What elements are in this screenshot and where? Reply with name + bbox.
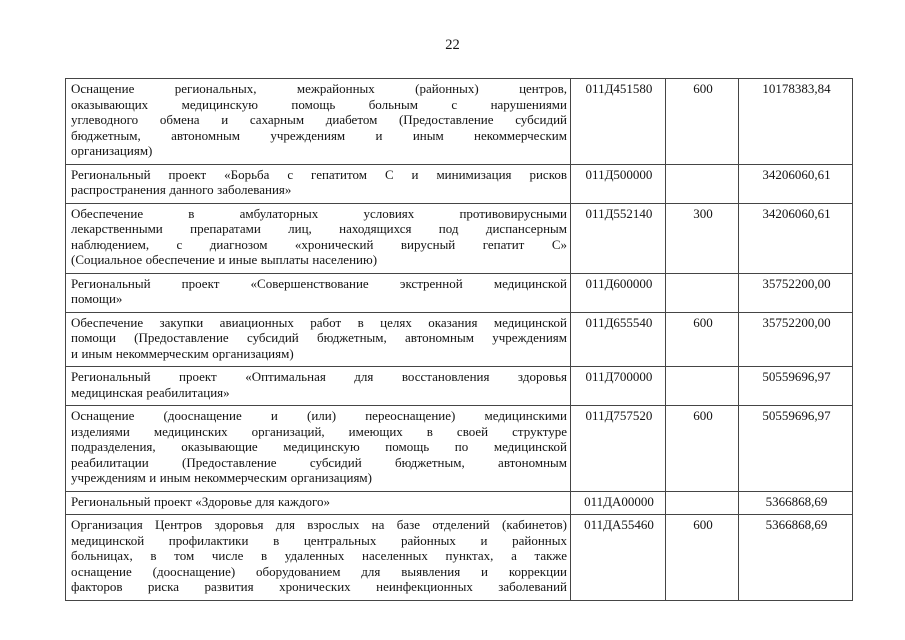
budget-code-cell: 011Д700000 xyxy=(571,367,666,406)
activity-text-line: помощи (Предоставление субсидий бюджетным, автономным учреждениям xyxy=(71,330,567,345)
activity-cell xyxy=(66,164,571,203)
activity-text-line: Региональный проект «Совершенствование экстренной медицинской xyxy=(71,275,567,291)
activity-text-line: учреждениям и иным некоммерческим организациям) xyxy=(71,470,372,485)
expense-type-cell: 600 xyxy=(666,406,739,492)
activity-cell xyxy=(66,312,571,367)
expense-type-cell xyxy=(666,367,739,406)
expense-type-cell: 300 xyxy=(666,203,739,273)
activity-text-line: организациям) xyxy=(71,143,153,158)
table-row xyxy=(66,164,853,203)
activity-text-line: Обеспечение в амбулаторных условиях противовирусными xyxy=(71,205,567,221)
table-row xyxy=(66,273,853,312)
activity-text-line: медицинской профилактики в центральных районных и районных xyxy=(71,532,567,548)
budget-code-cell: 011Д655540 xyxy=(571,312,666,367)
expense-type-cell xyxy=(666,164,739,203)
expense-type-cell xyxy=(666,273,739,312)
activity-cell xyxy=(66,273,571,312)
budget-code-cell: 011ДА55460 xyxy=(571,515,666,601)
expense-type-cell: 600 xyxy=(666,312,739,367)
activity-cell xyxy=(66,79,571,165)
activity-text-line: медицинская реабилитация» xyxy=(71,384,230,400)
activity-text-line: подразделения, оказывающие медицинскую помощь по медицинской xyxy=(71,439,567,454)
amount-cell: 50559696,97 xyxy=(739,367,853,406)
activity-text-line: лекарственными препаратами лиц, находящихся под диспансерным xyxy=(71,221,567,236)
table-row xyxy=(66,515,853,601)
budget-table xyxy=(65,78,853,601)
activity-text-line: бюджетным, автономным учреждениям и иным некоммерческим xyxy=(71,127,567,143)
budget-code-cell: 011Д451580 xyxy=(571,79,666,165)
table-row xyxy=(66,79,853,165)
activity-cell xyxy=(66,491,571,515)
activity-text-line: помощи» xyxy=(71,291,123,306)
activity-text-line: углеводного обмена и сахарным диабетом (Предоставление субсидий xyxy=(71,112,567,127)
expense-type-cell: 600 xyxy=(666,79,739,165)
activity-text-line: изделиями медицинских организаций, имеющих в своей структуре xyxy=(71,423,567,439)
activity-text-line: Региональный проект «Оптимальная для восстановления здоровья xyxy=(71,369,567,384)
budget-code-cell: 011ДА00000 xyxy=(571,491,666,515)
expense-type-cell: 600 xyxy=(666,515,739,601)
activity-cell xyxy=(66,406,571,492)
amount-cell: 35752200,00 xyxy=(739,312,853,367)
table-row xyxy=(66,367,853,406)
activity-cell xyxy=(66,515,571,601)
activity-text-line: Обеспечение закупки авиационных работ в целях оказания медицинской xyxy=(71,314,567,330)
amount-cell: 5366868,69 xyxy=(739,491,853,515)
amount-cell: 34206060,61 xyxy=(739,203,853,273)
activity-text-line: факторов риска развития хронических неинфекционных заболеваний xyxy=(71,579,567,594)
activity-text-line: Оснащение региональных, межрайонных (районных) центров, xyxy=(71,81,567,96)
budget-code-cell: 011Д757520 xyxy=(571,406,666,492)
activity-cell xyxy=(66,203,571,273)
activity-cell xyxy=(66,367,571,406)
table-row xyxy=(66,312,853,367)
budget-code-cell: 011Д552140 xyxy=(571,203,666,273)
activity-text-line: (Социальное обеспечение и иные выплаты населению) xyxy=(71,252,378,267)
page-number: 22 xyxy=(445,37,460,53)
amount-cell: 34206060,61 xyxy=(739,164,853,203)
activity-text-line: и иным некоммерческим организациям) xyxy=(71,345,294,361)
table-row xyxy=(66,491,853,515)
expense-type-cell xyxy=(666,491,739,515)
activity-text-line: распространения данного заболевания» xyxy=(71,182,292,197)
table-row xyxy=(66,406,853,492)
amount-cell: 50559696,97 xyxy=(739,406,853,492)
budget-table-body xyxy=(66,79,853,601)
budget-code-cell: 011Д600000 xyxy=(571,273,666,312)
activity-text-line: Организация Центров здоровья для взрослых на базе отделений (кабинетов) xyxy=(71,517,567,532)
table-row xyxy=(66,203,853,273)
activity-text-line: оснащение (дооснащение) оборудованием для выявления и коррекции xyxy=(71,563,567,579)
amount-cell: 35752200,00 xyxy=(739,273,853,312)
amount-cell: 10178383,84 xyxy=(739,79,853,165)
activity-text-line: оказывающих медицинскую помощь больным с нарушениями xyxy=(71,96,567,112)
activity-text-line: реабилитации (Предоставление субсидий бюджетным, автономным xyxy=(71,454,567,470)
activity-text-line: Оснащение (дооснащение и (или) переоснащение) медицинскими xyxy=(71,408,567,423)
activity-text-line: наблюдением, с диагнозом «хронический вирусный гепатит С» xyxy=(71,236,567,252)
activity-text-line: Региональный проект «Борьба с гепатитом С и минимизация рисков xyxy=(71,166,567,182)
activity-text-line: больницах, в том числе в удаленных населенных пунктах, а также xyxy=(71,548,567,563)
amount-cell: 5366868,69 xyxy=(739,515,853,601)
activity-text-line: Региональный проект «Здоровье для каждого» xyxy=(71,493,330,509)
budget-code-cell: 011Д500000 xyxy=(571,164,666,203)
